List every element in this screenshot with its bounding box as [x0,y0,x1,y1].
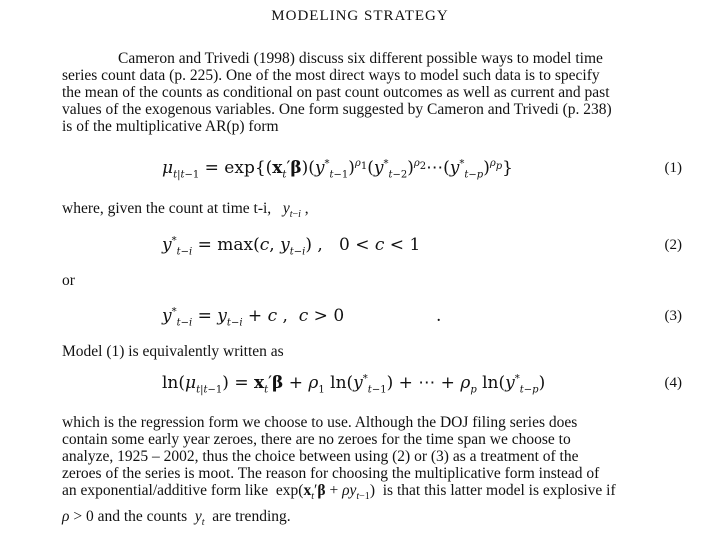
equation-1-body: $\mu_{t|t-1}$ = $\exp\{(x_t'\beta)(y^*_{t-1})^{\rho_1}(y^*_{t-2})^{\rho_2}\cdots(y^*_{t-p})^{\rho_p}\}$ [162,158,513,181]
equation-3-number: (3) [664,308,682,324]
equation-2 [62,235,682,261]
paragraph-line: the mean of the counts as conditional on past count outcomes as well as current and past [62,84,610,101]
intro-paragraph [62,50,687,135]
model-line: Model (1) is equivalently written as [62,343,284,360]
paragraph-line: an exponential/additive form like $\exp(x_t'\beta + \rho y_{t-1})$ is that this latter model is explosive if [62,482,616,503]
equation-2-number: (2) [664,237,682,253]
or-word: or [62,272,75,289]
equation-2-body: $y^*_{t-i} = \max(c$, $y_{t-i}$) , 0 < c < 1 [162,235,421,258]
paragraph-line: is of the multiplicative AR(p) form [62,118,279,135]
section-heading: MODELING STRATEGY [271,8,449,24]
paragraph-line: series count data (p. 225). One of the most direct ways to model such data is to specify [62,67,600,84]
paragraph-line: zeroes of the series is moot. The reason for choosing the multiplicative form instead of [62,465,600,482]
discussion-paragraph [62,414,687,531]
equation-4 [62,373,682,399]
equation-3-body: $y^*_{t-i} = y_{t-i} + c$ , c > 0 . [162,306,442,329]
inline-math: ρ > 0 [62,508,94,526]
paragraph-line: values of the exogenous variables. One form suggested by Cameron and Trivedi (p. 238) [62,101,612,118]
equation-4-number: (4) [664,375,682,391]
where-line: where, given the count at time t-i, $y_{t-i}$ , [62,200,309,221]
equation-1-number: (1) [664,160,682,176]
inline-math: $y_t$ [194,508,205,529]
paragraph-line: contain some early year zeroes, there are no zeroes for the time span we choose to [62,431,571,448]
equation-3 [62,306,682,332]
equation-4-body: $\ln(\mu_{t|t-1}) = x_t'\beta + \rho_1$ $\ln(y^*_{t-1})$ + ⋯ + $\rho_p$ $\ln(y^*_{t-p})$ [162,373,546,396]
paragraph-line: Cameron and Trivedi (1998) discuss six different possible ways to model time [118,50,603,67]
inline-math: $y_{t-i}$ , [282,200,309,221]
equation-1 [62,158,682,184]
inline-math: $\exp(x_t'\beta + \rho y_{t-1})$ [272,482,379,503]
paragraph-line: analyze, 1925 – 2002, thus the choice between using (2) or (3) as a treatment of the [62,448,579,465]
paragraph-line: which is the regression form we choose to use. Although the DOJ filing series does [62,414,578,431]
paragraph-line: ρ > 0 and the counts $y_t$ are trending. [62,508,291,529]
